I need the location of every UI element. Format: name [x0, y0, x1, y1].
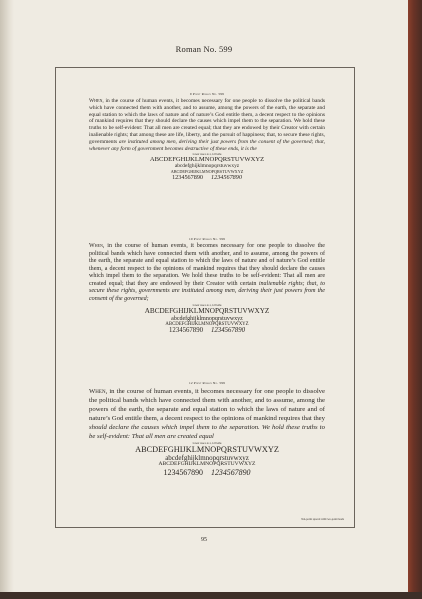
italic-figures: 1234567890	[211, 174, 242, 182]
specimen-12-point	[89, 381, 325, 477]
running-head: Roman No. 599	[175, 44, 233, 54]
uppercase-alphabet: ABCDEFGHIJKLMNOPQRSTUVWXYZ	[149, 156, 265, 164]
footnote: Ten-point spaced with two-point leads	[301, 518, 344, 521]
specimen-text	[89, 243, 325, 303]
specimen-text	[89, 387, 325, 441]
italic-figures: 1234567890	[211, 467, 251, 477]
figures-row	[89, 174, 325, 181]
specimen-heading: 10 Point Roman No. 599	[188, 237, 226, 241]
uppercase-alphabet: ABCDEFGHIJKLMNOPQRSTUVWXYZ	[135, 445, 279, 454]
caps-note: Lower case a to z, 12.8 ems	[192, 442, 222, 445]
roman-text: in the course of human events, it becomes necessary for one people to dissolve the political bands which have connected them with another, and to assume, among the powers of the earth, the separate and equal station to which the laws of nature and of nature’s God entitle them, a decent respect to the opinions of mankind requires that they should declare the causes which impel them to the separation. We hold these truths to be self-evident: That all men are created equal; that they are endowed by their Creator with certain inalienable rights; that among these are life, liberty, and the pursuit of happiness; that, to secure these rights, governments	[89, 98, 325, 145]
lead-word: When,	[89, 388, 108, 395]
uppercase-alphabet: ABCDEFGHIJKLMNOPQRSTUVWXYZ	[144, 307, 270, 315]
lead-word: When,	[89, 243, 105, 249]
italic-text: inalienable rights; that, to secure these rights, governments are instituted among men, deriving their just powers from the consent of the governed;	[89, 280, 325, 302]
roman-figures: 1234567890	[163, 467, 203, 477]
lowercase-alphabet: abcdefghijklmnopqrstuvwxyz	[165, 453, 249, 462]
specimen-frame	[55, 67, 355, 528]
page-edge-shadow	[0, 592, 422, 599]
italic-text: should declare the causes which impel them to the separation. We hold these truths to be self-evident: That all men are created equal	[89, 424, 325, 440]
caps-note: Lower case a to z, 12.8 ems	[192, 304, 222, 307]
caps-note: Lower case a to z, 12.8 ems	[192, 153, 222, 157]
roman-figures: 1234567890	[169, 326, 203, 334]
roman-figures: 1234567890	[172, 174, 203, 182]
roman-text: in the course of human events, it becomes necessary for one people to dissolve the political bands which have connected them with another, and to assume, among the powers of the earth, the separate and equal station to which the laws of nature and of nature’s God entitle them, a decent respect to the opinions of mankind requires that they should declare the causes which impel them to the separation. We hold these truths to be self-evident: That all men are created equal; that they are endowed by their Creator with certain	[89, 243, 325, 287]
small-caps-alphabet: ABCDEFGHIJKLMNOPQRSTUVWXYZ	[165, 321, 249, 327]
specimen-heading: 9 Point Roman No. 599	[189, 92, 225, 96]
figures-row	[89, 327, 325, 334]
lowercase-alphabet: abcdefghijklmnopqrstuvwxyz	[174, 163, 240, 170]
page-number: 95	[201, 537, 207, 543]
italic-text: are instituted among men, deriving their just powers from the consent of the governed; that, whenever any form of government becomes destructive of these ends, it is the	[89, 138, 325, 152]
lowercase-alphabet: abcdefghijklmnopqrstuvwxyz	[171, 315, 243, 322]
small-caps-alphabet: ABCDEFGHIJKLMNOPQRSTUVWXYZ	[158, 461, 256, 468]
small-caps-alphabet: ABCDEFGHIJKLMNOPQRSTUVWXYZ	[170, 168, 244, 174]
specimen-9-point	[89, 92, 325, 181]
book-binding	[408, 0, 422, 599]
italic-figures: 1234567890	[211, 326, 245, 334]
specimen-heading: 12 Point Roman No. 599	[188, 381, 226, 385]
specimen-10-point	[89, 237, 325, 334]
roman-text: in the course of human events, it becomes necessary for one people to dissolve the political bands which have connected them with another, and to assume, among the powers of the earth, the separate and equal station to which the laws of nature and of nature’s God entitle them, a decent respect to the opinions of mankind requires that they	[89, 388, 325, 422]
specimen-text	[89, 98, 325, 152]
figures-row	[89, 468, 325, 477]
page-gutter	[0, 0, 14, 592]
lead-word: When,	[89, 98, 104, 104]
